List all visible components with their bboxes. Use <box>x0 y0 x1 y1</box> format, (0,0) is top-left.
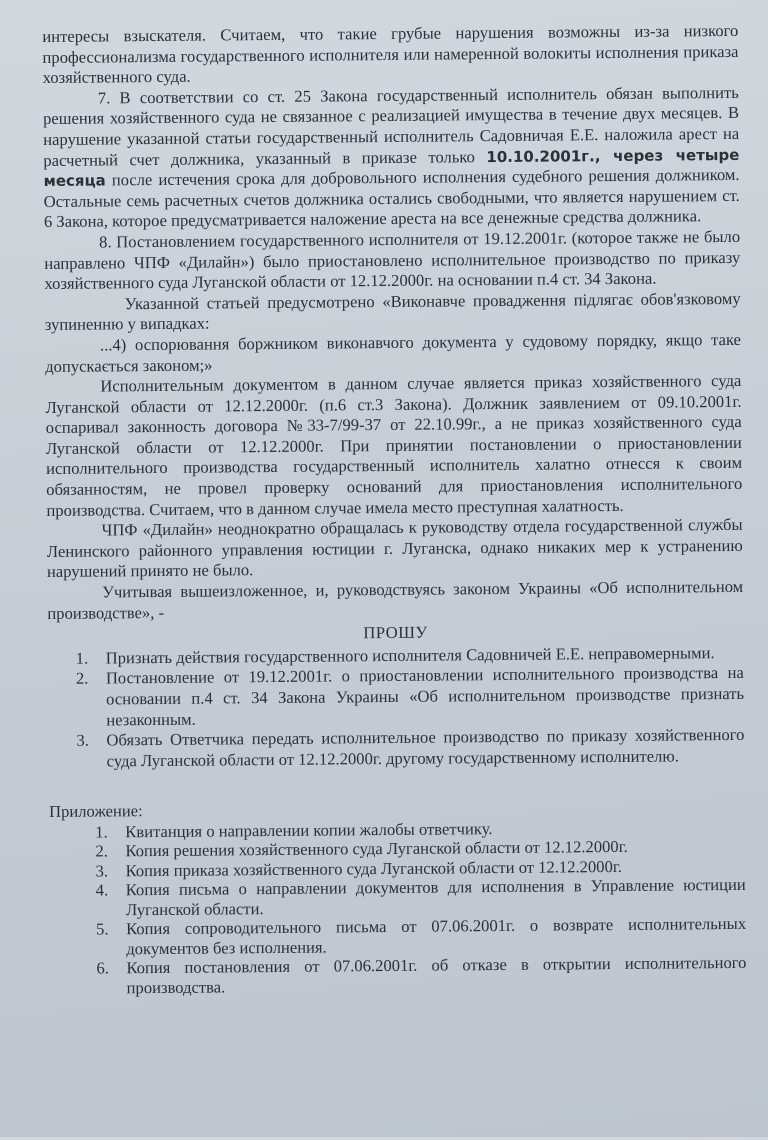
attachment-item-text: Копия сопроводительного письма от 07.06.2001г. о возврате исполнительных документов без исполнения. <box>126 914 747 959</box>
paragraph-7 <box>43 83 740 233</box>
intro-paragraph: интересы взыскателя. Считаем, что такие грубые нарушения возможны из-за низкого профессионализма государственного исполнителя или намеренной волокиты исполнения приказа хозяйственного суда. <box>42 20 739 88</box>
paragraph-7-text-a: 7. В соответствии со ст. 25 Закона государственный исполнитель обязан выполнить решения хозяйственного суда не связанное с реализацией имущества в течение двух месяцев. В нарушение указанной статьи государственный исполнитель Садовничая Е.Е. наложила арест на расчетный счет должника, указанный в приказе только <box>42 82 740 170</box>
request-item-text: Обязать Ответчика передать исполнительное производство по приказу хозяйственного суда Луганской области от 12.12.2000г. другому государственному исполнителю. <box>106 725 745 771</box>
attachment-item-text: Копия письма о направлении документов для исполнения в Управление юстиции Луганской области. <box>125 875 746 920</box>
request-item-text: Постановление от 19.12.2001г. о приостановлении исполнительного производства на основании п.4 ст. 34 Закона Украины «Об исполнительном производстве признать незаконным. <box>105 663 745 730</box>
quote-paragraph: ...4) оспорювання боржником виконавчого документа у судовому порядку, якщо таке допускається законом;» <box>45 329 742 376</box>
paragraph-7-text-b: после истечения срока для добровольного исполнения судебного решения должником. Остальные семь расчетных счетов должника остались свободными, что является нарушением ст. 6 Закона, которое предусматривается наложение ареста на все денежные средства должника. <box>43 165 740 232</box>
attachment-item-text: Копия приказа хозяйственного суда Луганской области от 12.12.2000г. <box>125 856 622 881</box>
attachment-item-number: 5. <box>96 919 109 940</box>
attachment-item-number: 1. <box>95 822 108 842</box>
attachment-item-text: Копия постановления от 07.06.2001г. об отказе в открытии исполнительного производства. <box>126 953 747 998</box>
attachment-item-text: Копия решения хозяйственного суда Луганской области от 12.12.2000г. <box>125 837 628 861</box>
request-item-number: 2. <box>75 669 89 689</box>
paragraph-8: 8. Постановлением государственного исполнителя от 19.12.2001г. (которое также не было направлено ЧПФ «Дилайн») было приостановлено исполнительное производство по приказу хозяйственного суда Луганской области от 12.12.2000г. на основании п.4 ст. 34 Закона. <box>44 226 741 294</box>
attachment-item-number: 4. <box>95 880 109 901</box>
paragraph-7-bold-date: 10.10.2001г., через четыре месяца <box>43 145 740 191</box>
request-item <box>48 663 745 731</box>
request-item-number: 1. <box>75 648 89 668</box>
attachment-item-number: 3. <box>95 861 109 881</box>
request-heading: ПРОШУ <box>363 622 428 643</box>
given-paragraph: Учитывая вышеизложенное, и, руководствуясь законом Украины «Об исполнительном производстве», - <box>47 576 744 623</box>
attachment-item-text: Квитанция о направлении копии жалобы ответчику. <box>125 819 493 842</box>
attachment-item <box>50 953 746 998</box>
request-item-number: 3. <box>76 730 89 750</box>
request-list <box>48 643 745 773</box>
chpf-paragraph: ЧПФ «Дилайн» неоднократно обращалась к руководству отдела государственной службы Ленинского районного управления юстиции г. Луганска, однако никаких мер к устранению нарушений принято не было. <box>46 515 743 582</box>
attachment-list <box>49 817 747 999</box>
attachment-item-number: 2. <box>95 841 108 862</box>
attachment-item <box>50 914 746 959</box>
attachment-item-number: 6. <box>96 958 109 979</box>
executive-document-paragraph: Исполнительным документом в данном случае является приказ хозяйственного суда Луганской области от 12.12.2000г. (п.6 ст.3 Закона). Должник заявлением от 09.10.2001г. оспаривал законность договора №33-7/99-37 от 22.10.99г., а не приказ хозяйственного суда Луганской области от 12.12.2000г. При принятии постановлении о приостановлении исполнительного производства государственный исполнитель халатно отнесся к своим обязанностям, не провел проверку оснований для приостановления исполнительного производства. Считаем, что в данном случае имела место преступная халатность. <box>45 370 743 520</box>
request-item-text: Признать действия государственного исполнителя Садовничей Е.Е. неправомерными. <box>105 642 715 668</box>
attachments-title: Приложение: <box>48 801 143 822</box>
article-paragraph: Указанной статьей предусмотрено «Виконавче провадження підлягає обов'язковому зупиненню у випадках: <box>44 288 741 335</box>
request-item <box>48 725 744 772</box>
attachment-item <box>50 875 746 920</box>
